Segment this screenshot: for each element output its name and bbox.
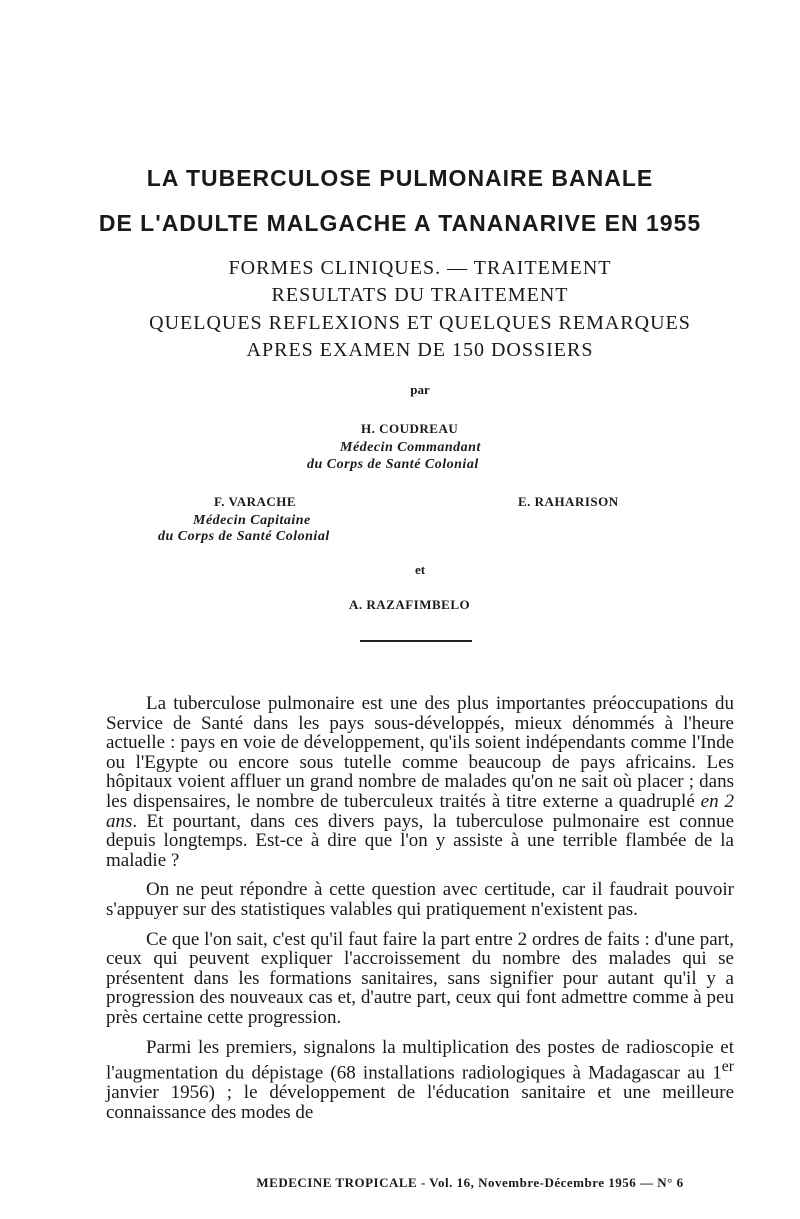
title-line-2: DE L'ADULTE MALGACHE A TANANARIVE EN 1955: [98, 210, 702, 236]
author-varache: F. VARACHE: [214, 494, 297, 509]
paragraph-4-text-b: janvier 1956) ; le développement de l'éducation sanitaire et une meilleure connaissance des modes de: [106, 1082, 734, 1123]
author-coudreau-role-1: Médecin Commandant: [340, 440, 481, 455]
paragraph-1: [106, 694, 734, 870]
author-varache-role-2: du Corps de Santé Colonial: [158, 529, 330, 544]
page-footer: MEDECINE TROPICALE - Vol. 16, Novembre-Décembre 1956 — N° 6: [256, 1175, 684, 1190]
author-coudreau-role-2: du Corps de Santé Colonial: [307, 457, 479, 472]
author-varache-role-1: Médecin Capitaine: [193, 513, 311, 528]
paragraph-1-text-b: . Et pourtant, dans ces divers pays, la tuberculose pulmonaire est connue depuis longtemps. Est-ce à dire que l'on y assiste à une terrible flambée de la maladie ?: [106, 810, 734, 871]
paragraph-3: Ce que l'on sait, c'est qu'il faut faire la part entre 2 ordres de faits : d'une part, ceux qui peuvent expliquer l'accroissement du nombre des malades qui se présentent dans les formations sanitaires, sans signifier pour autant qu'il y a progression des nouveaux cas et, d'autre part, ceux qui font admettre comme à peu près certaine cette progression.: [106, 928, 734, 1028]
separator-rule: [360, 640, 472, 642]
paragraph-4: [106, 1038, 734, 1123]
paragraph-1-text-a: La tuberculose pulmonaire est une des plus importantes préoccupations du Service de Santé dans les pays sous-développés, mieux dénommés à l'heure actuelle : pays en voie de développement, qu'ils soient indépendants comme l'Inde ou l'Egypte ou encore sous tutelle comme beaucoup de pays africains. Les hôpitaux voient affluer un grand nombre de malades qu'on ne sait où placer ; dans les dispensaires, le nombre de tuberculeux traités à titre externe a quadruplé: [106, 693, 734, 812]
subtitle-line-2: RESULTATS DU TRAITEMENT: [271, 284, 569, 306]
par-label: par: [410, 382, 430, 397]
author-raharison: E. RAHARISON: [518, 494, 619, 509]
paragraph-4-superscript: er: [721, 1058, 734, 1076]
paragraph-4-text-a: Parmi les premiers, signalons la multiplication des postes de radioscopie et l'augmentation du dépistage (68 installations radiologiques à Madagascar au 1: [106, 1036, 734, 1084]
author-razafimbelo: A. RAZAFIMBELO: [349, 597, 471, 612]
subtitle-line-1: FORMES CLINIQUES. — TRAITEMENT: [228, 257, 612, 279]
article-body: [106, 694, 734, 1122]
subtitle-line-4: APRES EXAMEN DE 150 DOSSIERS: [246, 339, 594, 361]
title-line-1: LA TUBERCULOSE PULMONAIRE BANALE: [146, 165, 654, 191]
paragraph-1-emphasis: en 2 ans: [106, 790, 735, 832]
subtitle-line-3: QUELQUES REFLEXIONS ET QUELQUES REMARQUES: [149, 312, 691, 334]
paragraph-2: On ne peut répondre à cette question avec certitude, car il faudrait pouvoir s'appuyer sur des statistiques valables qui pratiquement n'existent pas.: [106, 879, 734, 920]
author-coudreau: H. COUDREAU: [361, 421, 459, 436]
et-label: et: [414, 562, 426, 577]
